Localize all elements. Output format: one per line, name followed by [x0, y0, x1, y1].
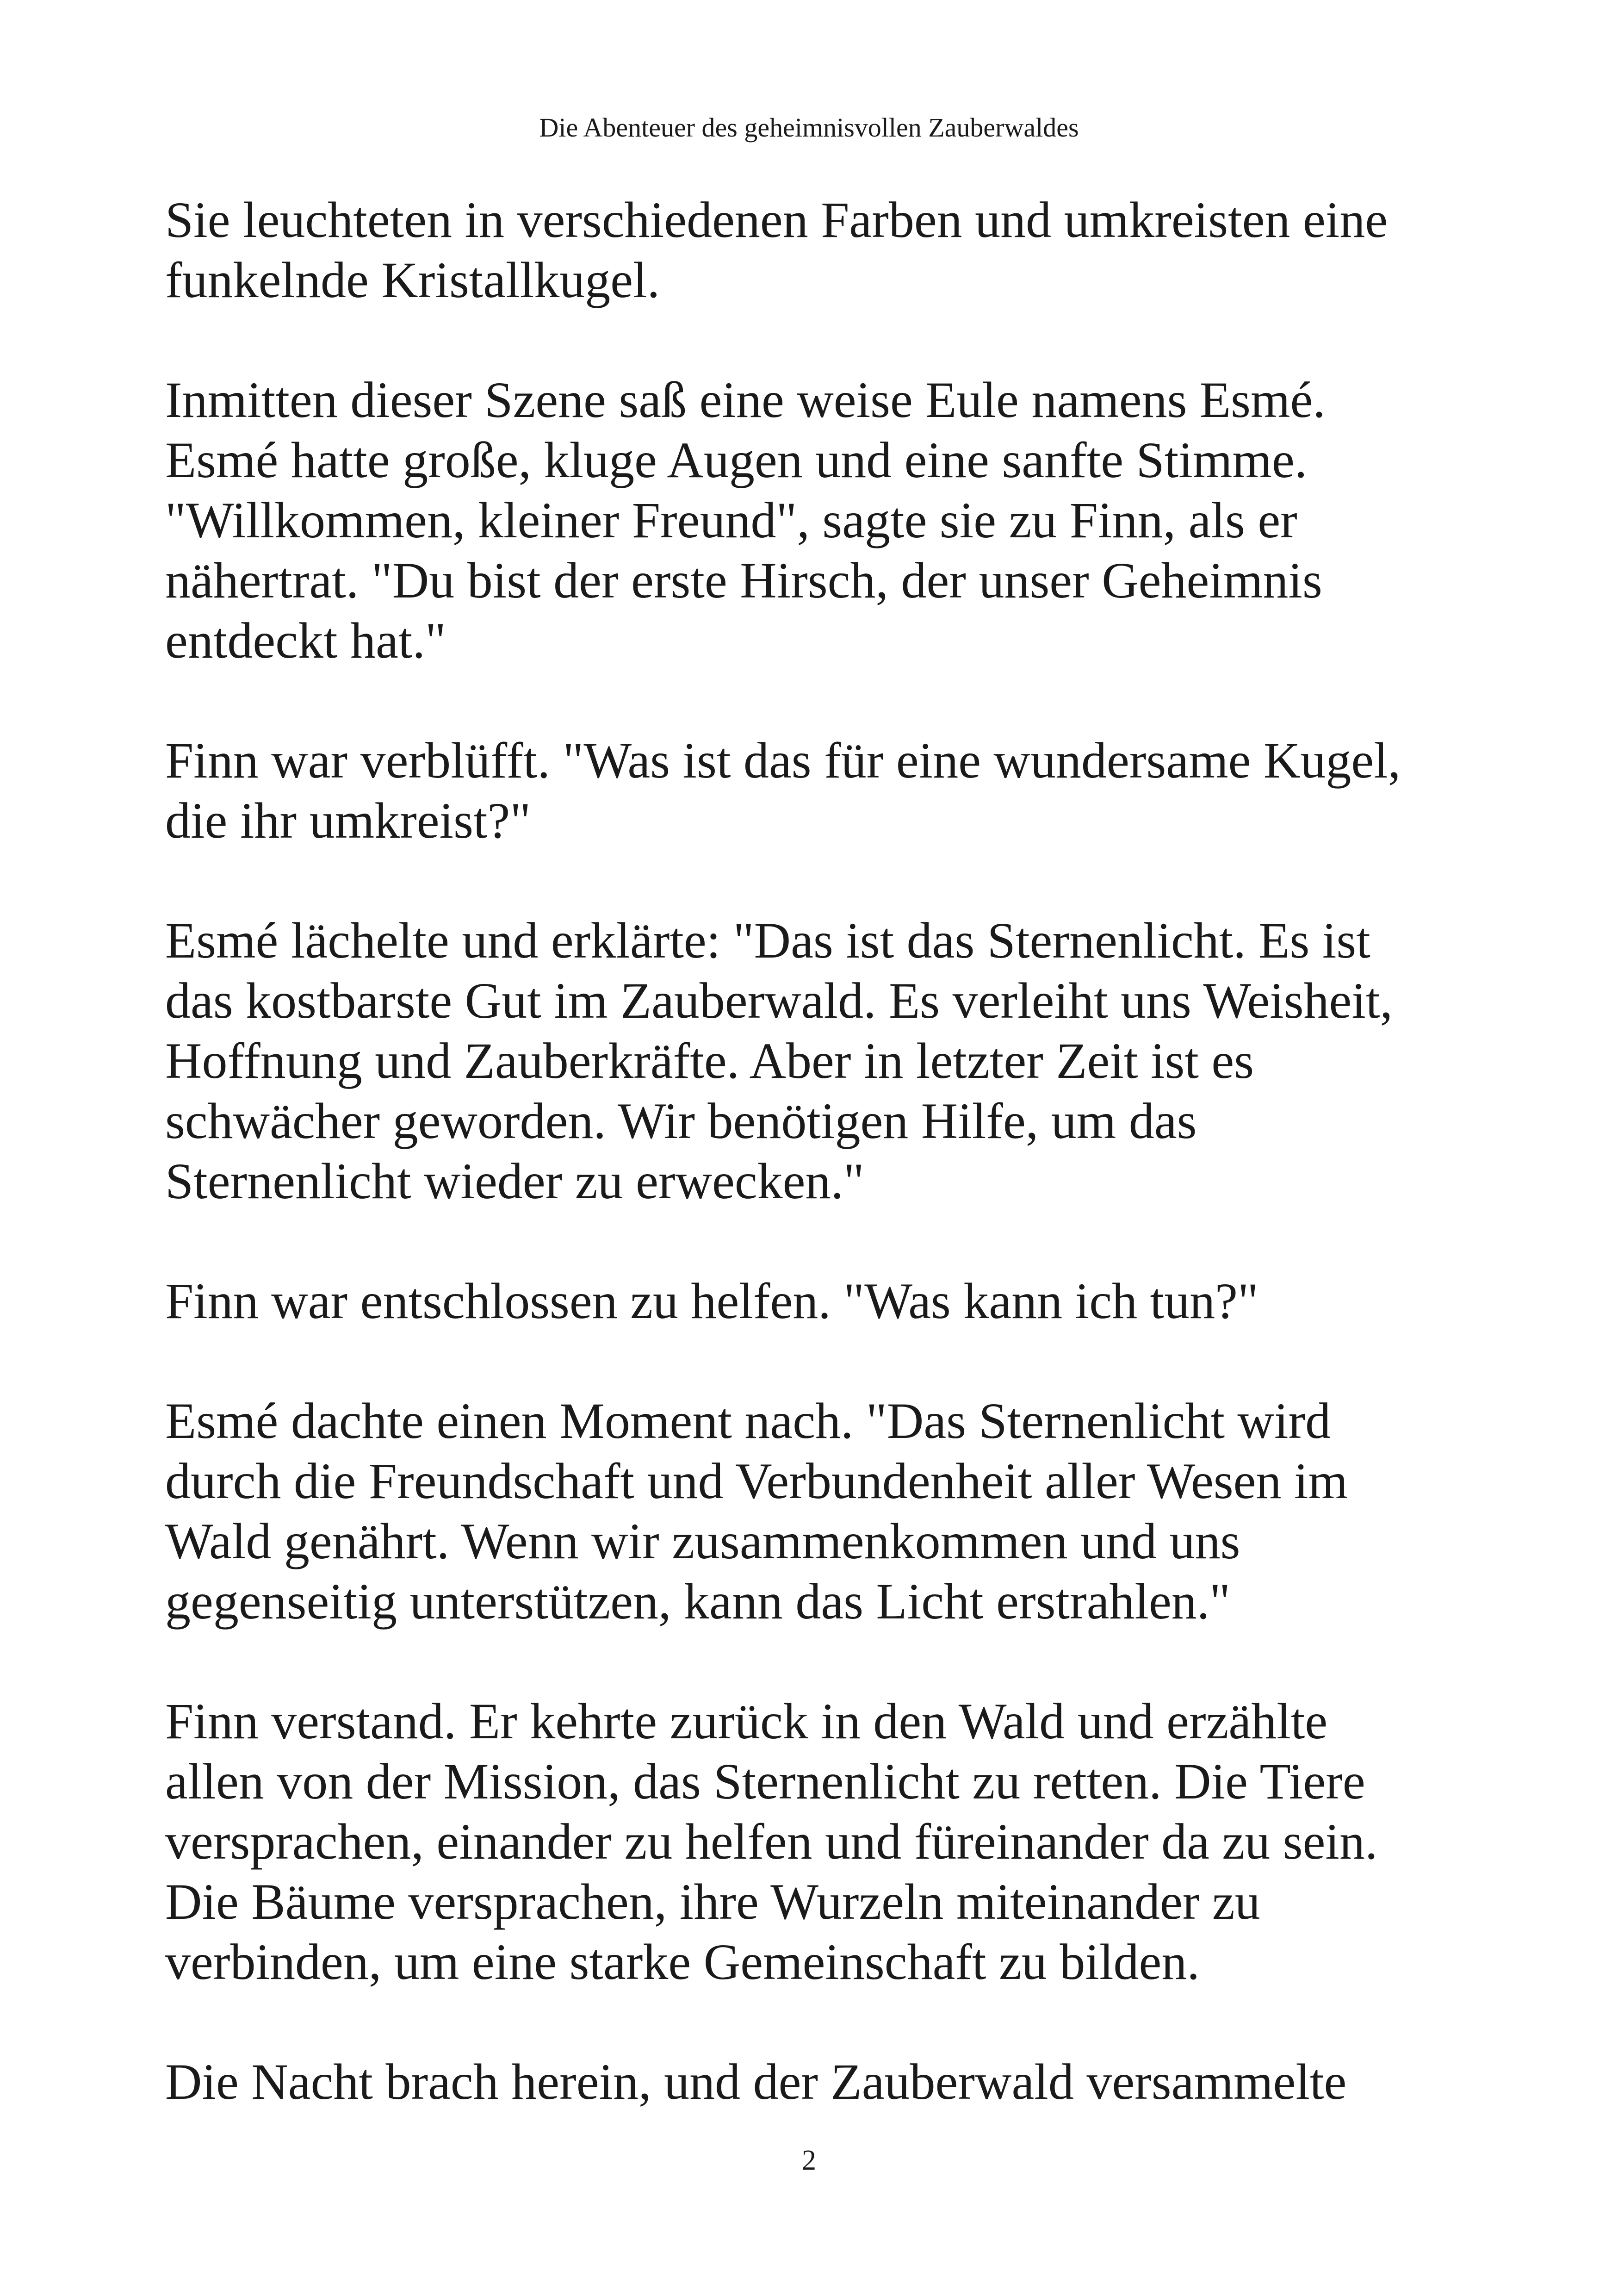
paragraph-2: Inmitten dieser Szene saß eine weise Eule namens Esmé. Esmé hatte große, kluge Augen und eine sanfte Stimme. "Willkommen, kleiner Freund", sagte sie zu Finn, als er nähertrat. "Du bist der erste Hirsch, der unser Geheimnis entdeckt hat." [165, 372, 1326, 669]
body-text [165, 190, 1461, 2172]
paragraph-3: Finn war verblüfft. "Was ist das für eine wundersame Kugel, die ihr umkreist?" [165, 732, 1401, 849]
paragraph-4: Esmé lächelte und erklärte: "Das ist das Sternenlicht. Es ist das kostbarste Gut im Zauberwald. Es verleiht uns Weisheit, Hoffnung und Zauberkräfte. Aber in letzter Zeit ist es schwächer geworden. Wir benötigen Hilfe, um das Sternenlicht wieder zu erwecken." [165, 912, 1393, 1209]
paragraph-1: Sie leuchteten in verschiedenen Farben und umkreisten eine funkelnde Kristallkugel. [165, 192, 1388, 308]
running-header: Die Abenteuer des geheimnisvollen Zauberwaldes [539, 112, 1079, 143]
paragraph-7: Finn verstand. Er kehrte zurück in den Wald und erzählte allen von der Mission, das Sternenlicht zu retten. Die Tiere versprachen, einander zu helfen und füreinander da zu sein. Die Bäume versprachen, ihre Wurzeln miteinander zu verbinden, um eine starke Gemeinschaft zu bilden. [165, 1693, 1378, 1990]
paragraph-5: Finn war entschlossen zu helfen. "Was kann ich tun?" [165, 1273, 1258, 1329]
paragraph-6: Esmé dachte einen Moment nach. "Das Sternenlicht wird durch die Freundschaft und Verbundenheit aller Wesen im Wald genährt. Wenn wir zusammenkommen und uns gegenseitig unterstützen, kann das Licht erstrahlen." [165, 1393, 1348, 1630]
page-number: 2 [802, 2145, 816, 2176]
paragraph-8: Die Nacht brach herein, und der Zauberwald versammelte [165, 2053, 1347, 2110]
